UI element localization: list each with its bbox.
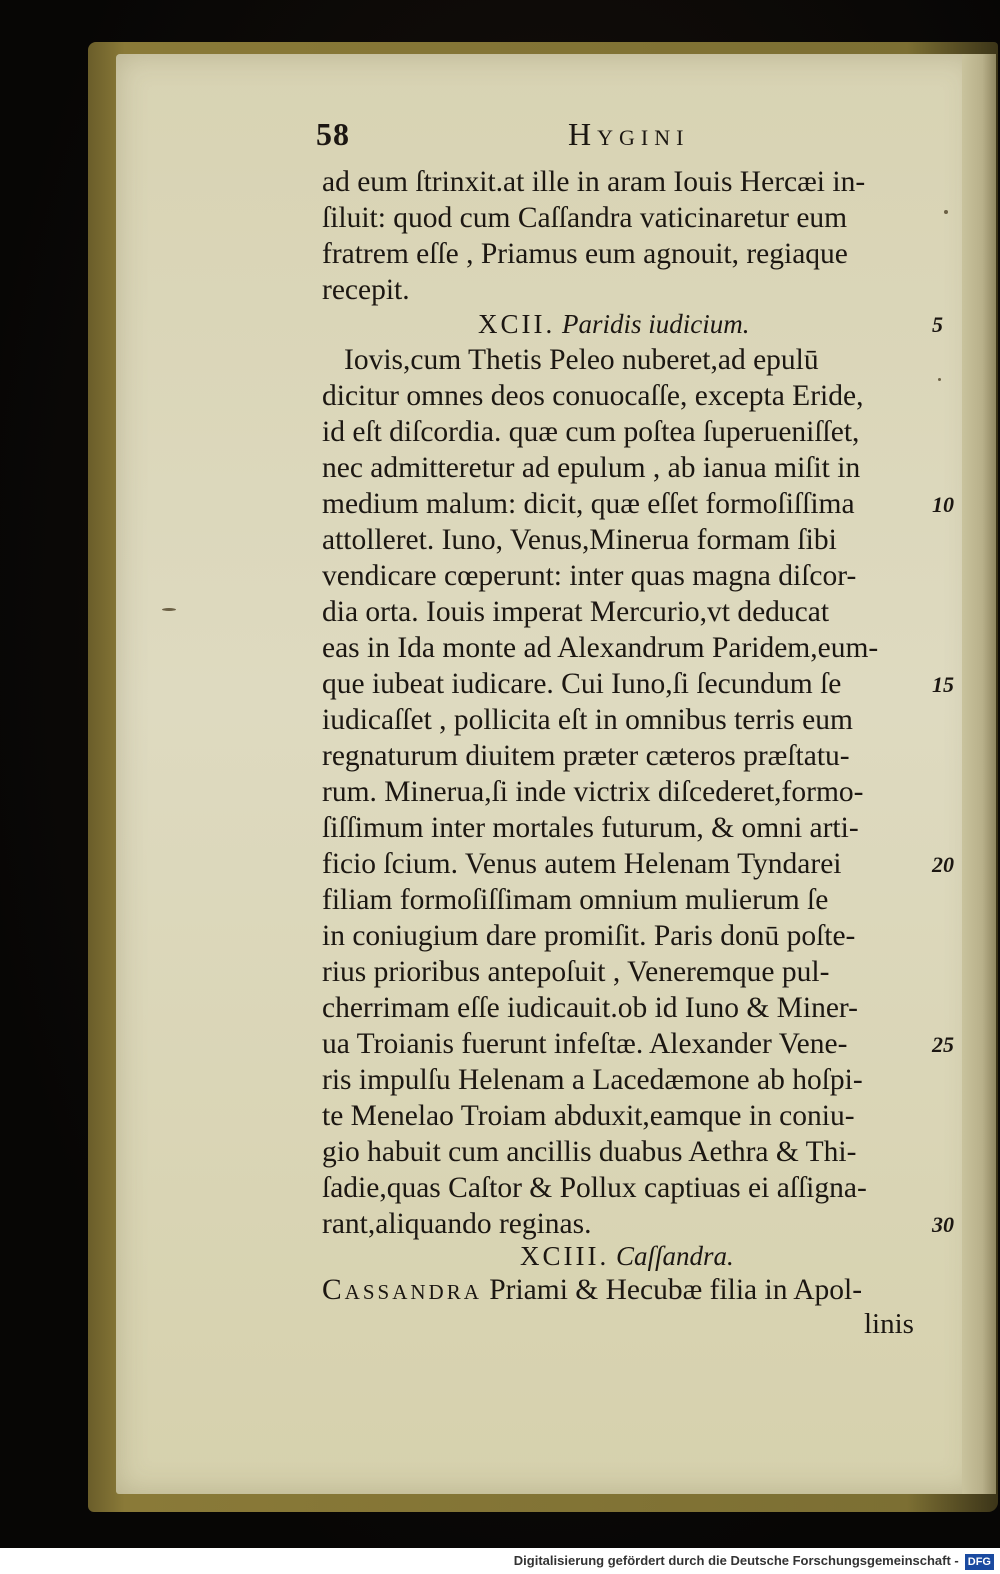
text-line: recepit. (322, 274, 410, 306)
text-line: te Menelao Troiam abduxit,eamque in coniu- (322, 1100, 855, 1132)
text-line: id eſt diſcordia. quæ cum poſtea ſuperueniſſet, (322, 416, 860, 448)
text-line: ad eum ſtrinxit.at ille in aram Iouis Hercæi in- (322, 166, 866, 198)
text-line: ua Troianis fuerunt infeſtæ. Alexander Vene- (322, 1028, 848, 1060)
text-line: in coniugium dare promiſit. Paris donū poſte- (322, 920, 856, 952)
text-line: ſiſſimum inter mortales futurum, & omni arti- (322, 812, 859, 844)
text-line: ficio ſcium. Venus autem Helenam Tyndarei (322, 848, 842, 880)
text-line: medium malum: dicit, quæ eſſet formoſiſſima (322, 488, 855, 520)
line-number: 30 (932, 1212, 954, 1237)
text-line: attolleret. Iuno, Venus,Minerua formam ſibi (322, 524, 837, 556)
page-fore-edge (962, 54, 996, 1494)
line-number: 15 (932, 672, 954, 697)
section-title: Caſſandra. (615, 1241, 734, 1271)
running-head: Hygini (568, 116, 690, 152)
text-line: cherrimam eſſe iudicauit.ob id Iuno & Miner- (322, 992, 858, 1024)
line-number: 25 (932, 1032, 954, 1057)
section-title: Paridis iudicium. (562, 309, 750, 339)
line-number: 5 (932, 312, 943, 337)
initial-word: Cassandra (322, 1274, 482, 1306)
section-heading-xcii (478, 306, 750, 342)
text-line: fratrem eſſe , Priamus eum agnouit, regiaque (322, 238, 848, 270)
paper-speck (944, 210, 948, 214)
text-line: ſiluit: quod cum Caſſandra vaticinaretur eum (322, 202, 848, 234)
text-line: rius prioribus antepoſuit , Veneremque pul- (322, 956, 830, 988)
text-line: nec admitteretur ad epulum , ab ianua miſit in (322, 452, 861, 484)
paper-speck (938, 378, 941, 381)
line-number: 10 (932, 492, 954, 517)
funding-footer (0, 1548, 1000, 1574)
text-line: ris impulſu Helenam a Lacedæmone ab hoſpi- (322, 1064, 863, 1096)
text-line: vendicare cœperunt: inter quas magna diſcor- (322, 560, 857, 592)
text-line: gio habuit cum ancillis duabus Aethra & Thi- (322, 1136, 857, 1168)
page-header (316, 116, 736, 162)
section-heading-xciii (520, 1238, 734, 1274)
text-line: regnaturum diuitem præter cæteros præſtatu- (322, 740, 850, 772)
text-line-last (322, 1272, 862, 1308)
text-line: eas in Ida monte ad Alexandrum Paridem,eum- (322, 632, 879, 664)
text-line: filiam formoſiſſimam omnium mulierum ſe (322, 884, 829, 916)
text-line: dicitur omnes deos conuocaſſe, excepta Eride, (322, 380, 864, 412)
dfg-logo-icon: DFG (965, 1554, 994, 1570)
line-number: 20 (932, 852, 954, 877)
text-line: iudicaſſet , pollicita eſt in omnibus terris eum (322, 704, 853, 736)
page-number: 58 (316, 116, 350, 152)
text-line: Iovis,cum Thetis Peleo nuberet,ad epulū (344, 344, 819, 376)
text-line-rest: Priami & Hecubæ filia in Apol- (481, 1274, 863, 1306)
catchword: linis (864, 1308, 914, 1340)
text-line: ſadie,quas Caſtor & Pollux captiuas ei aſſigna- (322, 1172, 867, 1204)
text-line: dia orta. Iouis imperat Mercurio,vt deducat (322, 596, 830, 628)
text-line: rant,aliquando reginas. (322, 1208, 592, 1240)
section-number: XCIII. (520, 1241, 610, 1271)
paper-speck (162, 608, 176, 611)
section-number: XCII. (478, 309, 556, 339)
funding-text: Digitalisierung gefördert durch die Deutsche Forschungsgemeinschaft - (513, 1553, 959, 1568)
text-line: que iubeat iudicare. Cui Iuno,ſi ſecundum ſe (322, 668, 842, 700)
text-line: rum. Minerua,ſi inde victrix diſcederet,formo- (322, 776, 864, 808)
